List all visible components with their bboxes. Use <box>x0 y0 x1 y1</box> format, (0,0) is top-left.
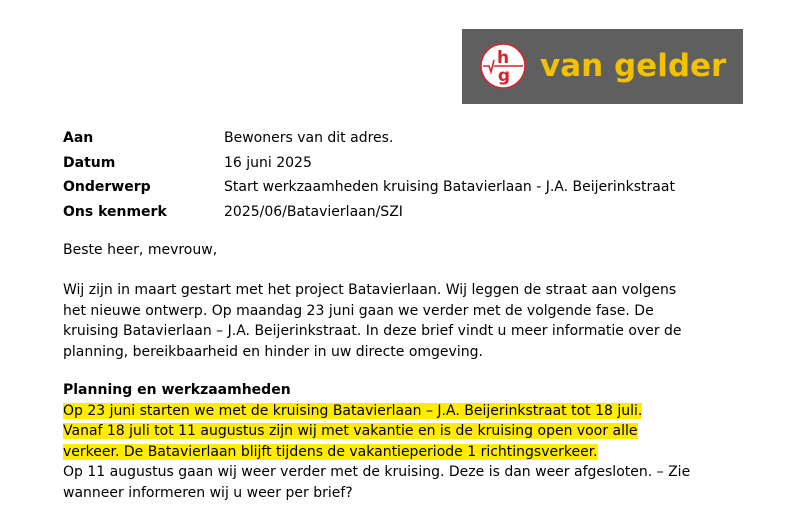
header-row-datum <box>63 151 675 176</box>
header-label: Aan <box>63 130 94 147</box>
header-row-aan <box>63 126 675 151</box>
section-title: Planning en werkzaamheden <box>63 382 291 398</box>
paragraph-line: planning, bereikbaarheid en hinder in uw directe omgeving. <box>63 343 483 360</box>
paragraph-line: Wij zijn in maart gestart met het project Batavierlaan. Wij leggen de straat aan volgens <box>63 282 677 298</box>
paragraph-line: het nieuwe ontwerp. Op maandag 23 juni gaan we verder met de volgende fase. De <box>63 302 654 319</box>
header-row-onderwerp <box>63 175 675 200</box>
paragraph-line: kruising Batavierlaan – J.A. Beijerinkstraat. In deze brief vindt u meer informatie over de <box>63 323 682 339</box>
highlighted-line: Op 23 juni starten we met de kruising Batavierlaan – J.A. Beijerinkstraat tot 18 juli. <box>63 402 643 419</box>
header-label: Ons kenmerk <box>63 203 167 220</box>
header-value: 16 juni 2025 <box>224 154 312 171</box>
logo-mark-top: h <box>496 48 510 68</box>
letter-header <box>63 126 675 224</box>
paragraph-line: Op 11 augustus gaan wij weer verder met de kruising. Deze is dan weer afgesloten. – Zie <box>63 464 691 480</box>
header-label: Onderwerp <box>63 179 151 196</box>
hg-logo-icon <box>479 42 527 90</box>
header-row-kenmerk <box>63 200 675 225</box>
highlighted-line: Vanaf 18 juli tot 11 augustus zijn wij met vakantie en is de kruising open voor alle <box>63 423 638 439</box>
salutation: Beste heer, mevrouw, <box>63 242 218 258</box>
header-value: Start werkzaamheden kruising Batavierlaan - J.A. Beijerinkstraat <box>224 179 675 196</box>
logo-text: van gelder <box>540 48 727 84</box>
company-logo <box>462 29 743 104</box>
intro-paragraph <box>63 280 753 362</box>
planning-section <box>63 380 763 503</box>
header-value: Bewoners van dit adres. <box>224 130 394 147</box>
logo-mark-bottom: g <box>497 66 511 86</box>
header-label: Datum <box>63 154 116 171</box>
highlighted-line: verkeer. De Batavierlaan blijft tijdens de vakantieperiode 1 richtingsverkeer. <box>63 443 598 460</box>
paragraph-line: wanneer informeren wij u weer per brief? <box>63 484 353 501</box>
header-value: 2025/06/Batavierlaan/SZI <box>224 203 403 220</box>
